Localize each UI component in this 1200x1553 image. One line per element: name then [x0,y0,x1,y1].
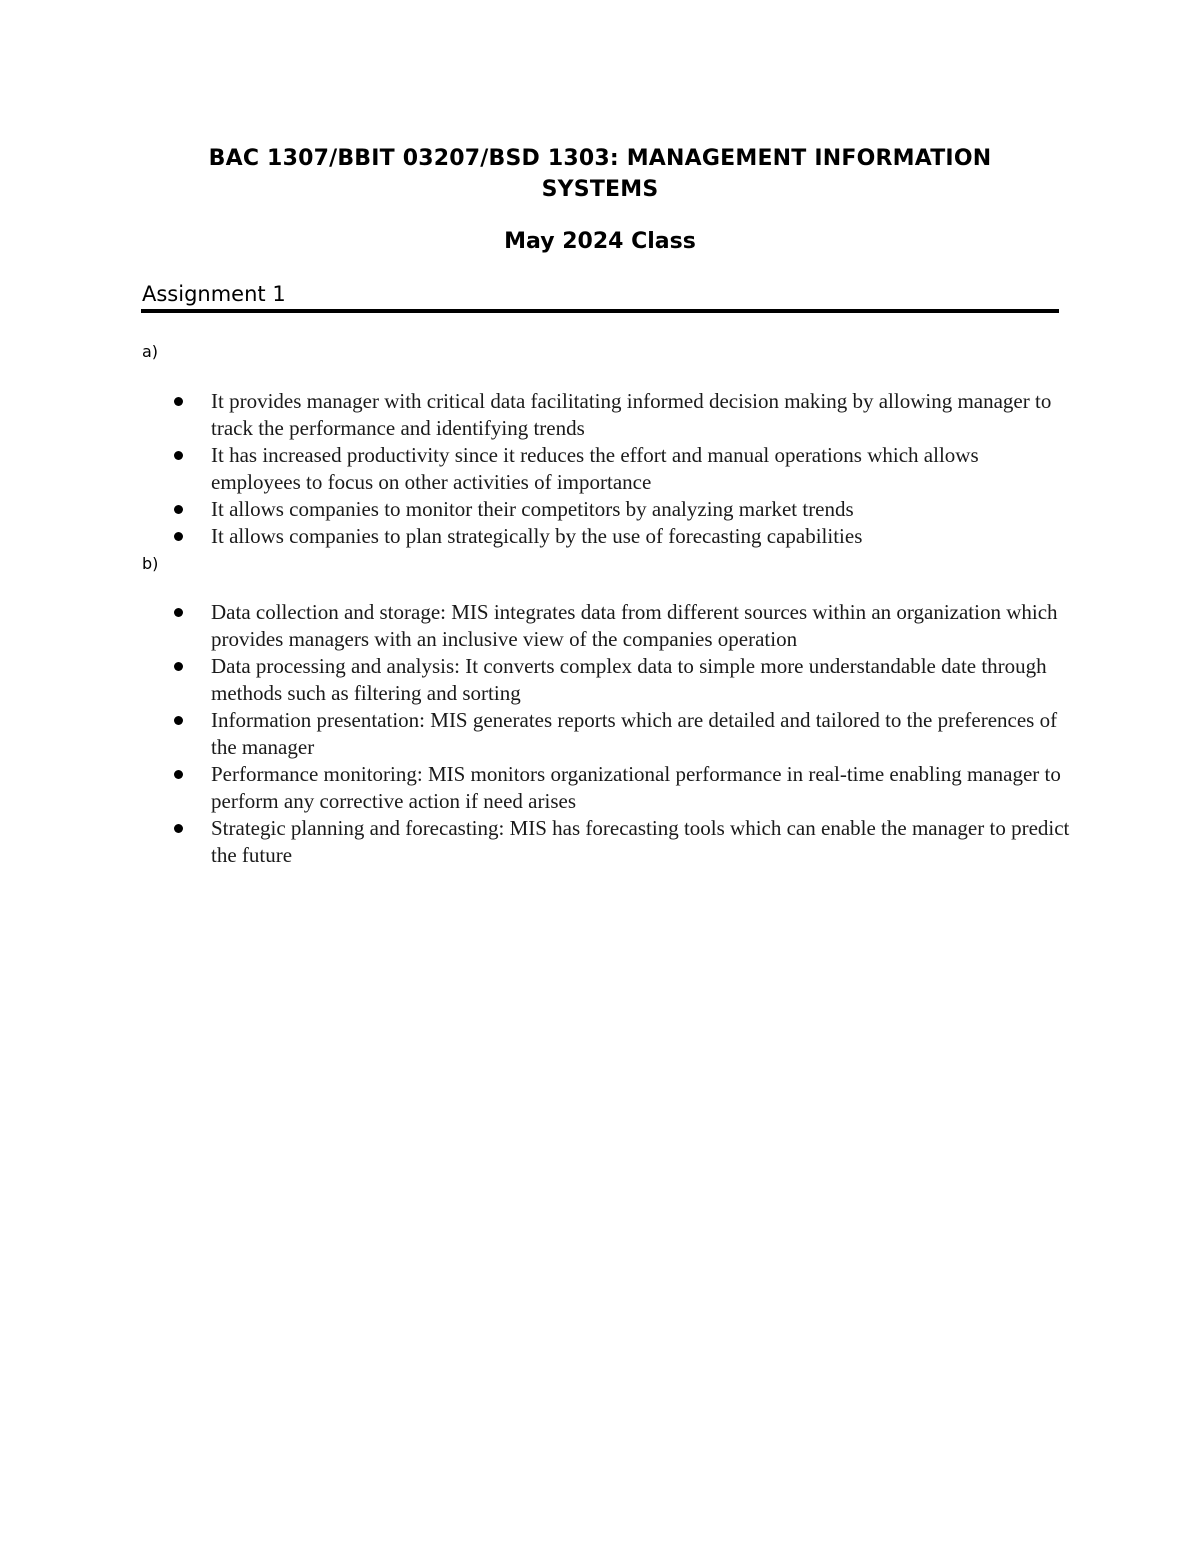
list-item [172,761,1072,815]
section-a-label: a) [142,342,159,361]
list-item-text: Strategic planning and forecasting: MIS has forecasting tools which can enable the manager to predict the future [211,816,1070,867]
list-item [172,523,1072,550]
list-item-text: It allows companies to plan strategically by the use of forecasting capabilities [211,524,863,548]
list-item-text: Performance monitoring: MIS monitors organizational performance in real-time enabling manager to perform any corrective action if need arises [211,762,1061,813]
section-b-list [172,599,1072,869]
bullet-icon [174,397,183,406]
list-item [172,388,1072,442]
document-title-line-1: BAC 1307/BBIT 03207/BSD 1303: MANAGEMENT INFORMATION [208,146,992,171]
assignment-heading: Assignment 1 [142,282,286,306]
list-item [172,815,1072,869]
bullet-icon [174,608,183,617]
section-b-label: b) [142,554,159,573]
bullet-icon [174,716,183,725]
list-item-text: It provides manager with critical data facilitating informed decision making by allowing manager to track the performance and identifying trends [211,389,1052,440]
bullet-icon [174,662,183,671]
bullet-icon [174,451,183,460]
list-item [172,599,1072,653]
heading-underline-divider [141,309,1059,313]
document-subtitle: May 2024 Class [504,229,696,254]
list-item-text: It has increased productivity since it reduces the effort and manual operations which allows employees to focus on other activities of importance [211,443,979,494]
list-item [172,653,1072,707]
bullet-icon [174,824,183,833]
list-item-text: Data processing and analysis: It converts complex data to simple more understandable date through methods such as filtering and sorting [211,654,1047,705]
bullet-icon [174,770,183,779]
list-item [172,442,1072,496]
document-title-line-2: SYSTEMS [541,177,659,202]
list-item-text: Information presentation: MIS generates reports which are detailed and tailored to the preferences of the manager [211,708,1058,759]
list-item-text: Data collection and storage: MIS integrates data from different sources within an organization which provides managers with an inclusive view of the companies operation [211,600,1058,651]
list-item-text: It allows companies to monitor their competitors by analyzing market trends [211,497,854,521]
bullet-icon [174,532,183,541]
section-a-list [172,388,1072,550]
list-item [172,707,1072,761]
bullet-icon [174,505,183,514]
list-item [172,496,1072,523]
